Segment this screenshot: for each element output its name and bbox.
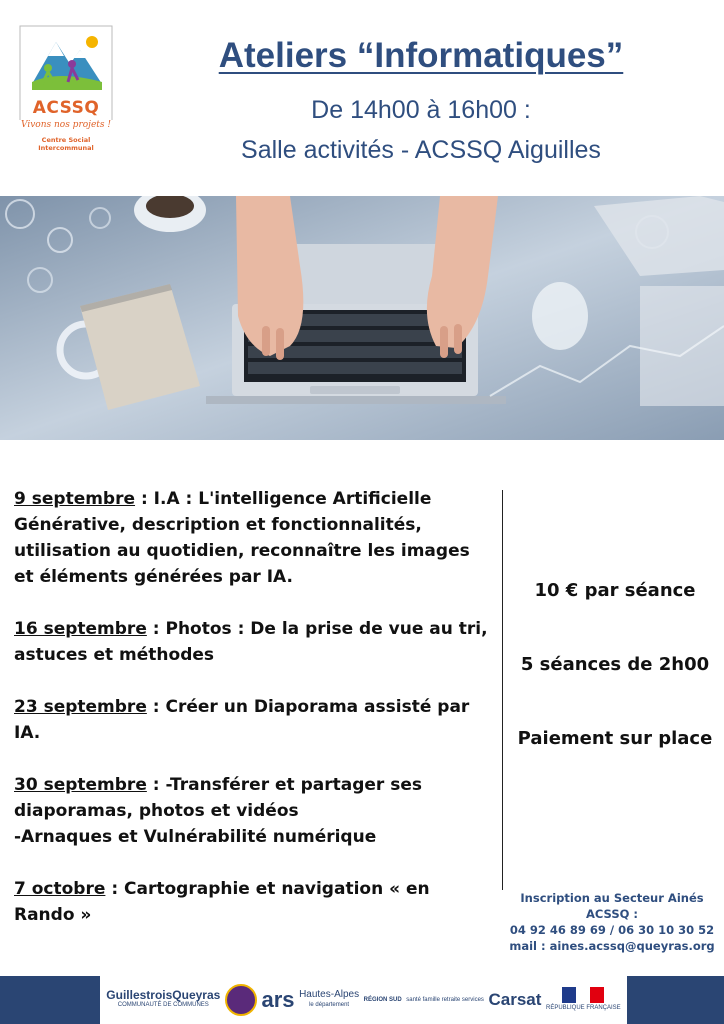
logo-name: ACSSQ <box>32 98 100 118</box>
session-item <box>14 616 494 668</box>
session-item <box>14 772 494 850</box>
sessions-count-info: 5 séances de 2h00 <box>520 654 710 675</box>
republique-name: RÉPUBLIQUE FRANÇAISE <box>545 1005 621 1011</box>
partner-logos <box>100 976 627 1024</box>
vertical-divider <box>502 490 503 890</box>
laptop-typing-illustration <box>0 196 724 440</box>
carsat-logo <box>489 991 542 1009</box>
contact-email: mail : aines.acssq@queyras.org <box>509 939 715 953</box>
session-text: : Photos : De la prise de vue au tri, astuces et méthodes <box>14 619 488 665</box>
guillestrois-logo <box>106 990 220 1010</box>
guillestrois-sub: COMMUNAUTÉ DE COMMUNES <box>117 1002 209 1008</box>
laptop-photo <box>0 196 724 440</box>
carsat-name: Carsat <box>488 990 542 1009</box>
logo-slogan: Vivons nos projets ! <box>20 120 111 130</box>
logo-subtitle: Centre Social Intercommunal <box>38 136 94 152</box>
ars-logo <box>261 989 294 1011</box>
hautes-alpes-sub: le département <box>309 1002 350 1008</box>
region-name: RÉGION SUD <box>363 997 402 1003</box>
region-sud-logo <box>364 995 402 1005</box>
session-date: 23 septembre <box>14 697 147 717</box>
contact-phones: 04 92 46 89 69 / 06 30 10 30 52 <box>509 923 715 937</box>
msa-logo <box>406 995 484 1005</box>
session-text: : Cartographie et navigation « en Rando » <box>14 879 430 925</box>
seal-logo-icon <box>225 984 257 1016</box>
session-text: : I.A : L'intelligence Artificielle Générative, description et fonctionnalités, utilisation au quotidien, reconnaître les images et éléments générées par IA. <box>14 489 470 587</box>
contact-line1: Inscription au Secteur Ainés <box>520 891 704 905</box>
acssq-logo <box>18 24 114 152</box>
sessions-list <box>14 486 494 954</box>
location-line: Salle activités - ACSSQ Aiguilles <box>241 136 601 164</box>
session-item <box>14 486 494 590</box>
session-date: 30 septembre <box>14 775 147 795</box>
contact-line2: ACSSQ : <box>586 907 638 921</box>
session-text: : -Transférer et partager ses diaporamas, photos et vidéos <box>14 775 422 821</box>
session-item <box>14 694 494 746</box>
footer-bar <box>0 976 724 1024</box>
payment-info: Paiement sur place <box>517 728 713 749</box>
french-flag-icon <box>562 987 604 1003</box>
page-title: Ateliers “Informatiques” <box>218 36 624 75</box>
msa-text: santé famille retraite services <box>406 997 484 1003</box>
price-info: 10 € par séance <box>534 580 696 601</box>
guillestrois-name: GuillestroisQueyras <box>106 988 221 1002</box>
hautes-alpes-name: Hautes-Alpes <box>299 989 360 1000</box>
session-item <box>14 876 494 928</box>
session-date: 16 septembre <box>14 619 147 639</box>
republique-logo <box>546 987 621 1013</box>
session-extra: -Arnaques et Vulnérabilité numérique <box>14 827 377 847</box>
session-date: 9 septembre <box>14 489 136 509</box>
time-line: De 14h00 à 16h00 : <box>311 96 531 124</box>
hautes-alpes-logo <box>299 990 359 1010</box>
session-date: 7 octobre <box>14 879 106 899</box>
ars-name: ars <box>261 987 295 1012</box>
contact-block <box>500 890 724 954</box>
session-text: : Créer un Diaporama assisté par IA. <box>14 697 470 743</box>
